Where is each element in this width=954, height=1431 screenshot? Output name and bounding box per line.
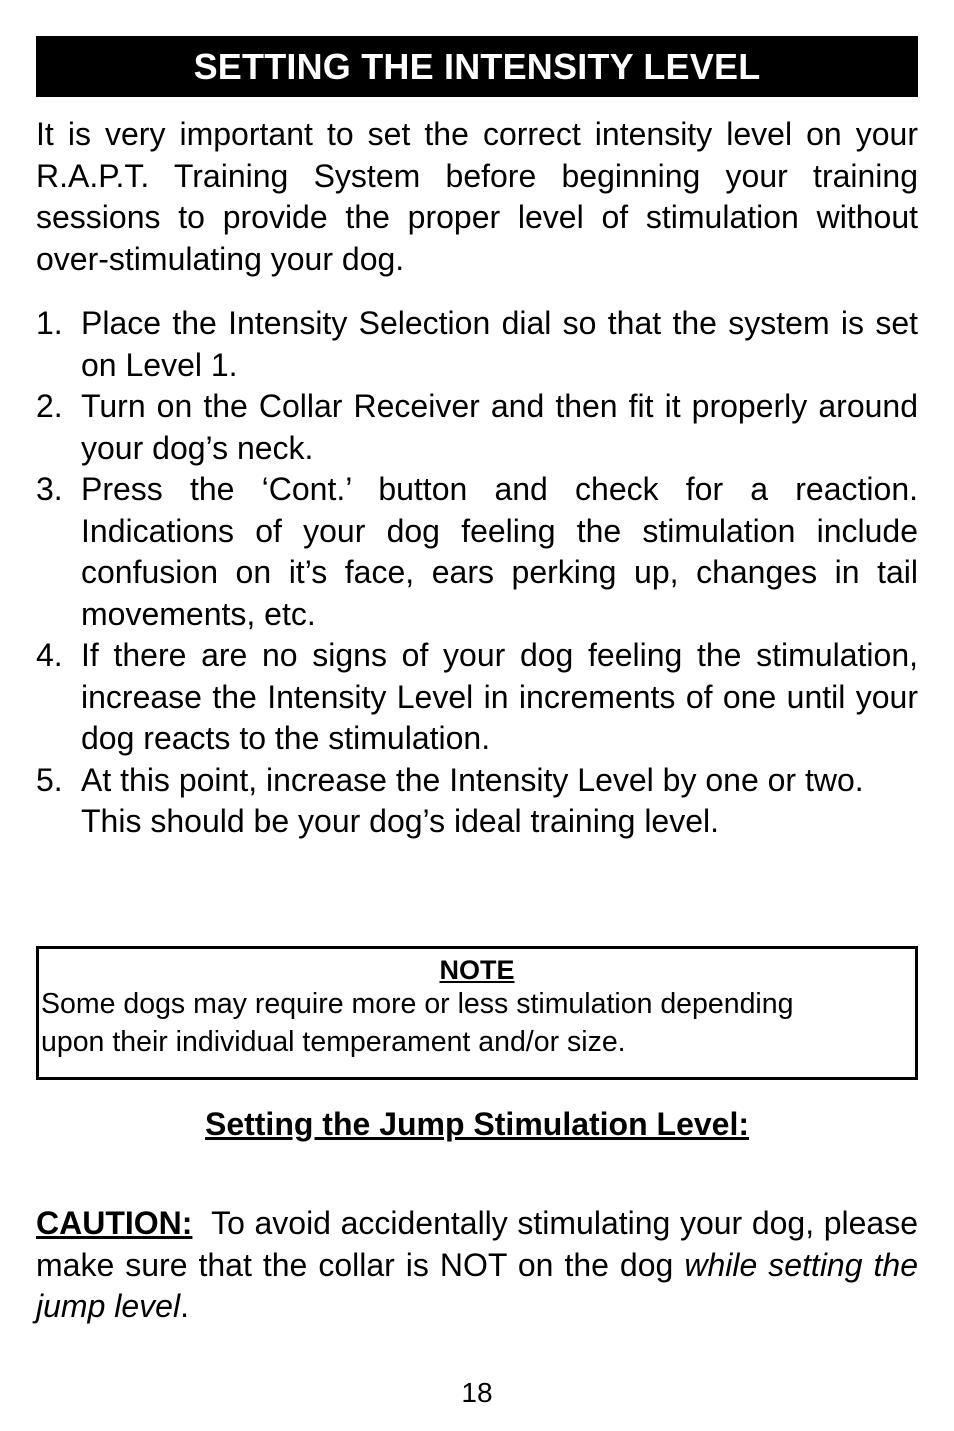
caution-paragraph bbox=[36, 1203, 927, 1328]
steps-list bbox=[36, 303, 918, 843]
section-title: SETTING THE INTENSITY LEVEL bbox=[193, 45, 761, 87]
step-number: 2. bbox=[36, 388, 63, 424]
list-item bbox=[36, 635, 918, 760]
step-text: Press the ‘Cont.’ button and check for a reaction. Indications of your dog feeling the stimulation include confusion on it’s face, ears perking up, changes in tail movements, etc. bbox=[81, 471, 918, 632]
list-item bbox=[36, 760, 918, 843]
caution-text: To avoid accidentally stimulating your dog, please make sure that the collar is NOT on the dog bbox=[36, 1205, 927, 1283]
section-title-bar bbox=[36, 36, 918, 97]
step-text: Turn on the Collar Receiver and then fit it properly around your dog’s neck. bbox=[81, 388, 918, 466]
step-text: If there are no signs of your dog feeling the stimulation, increase the Intensity Level in increments of one until your dog reacts to the stimulation. bbox=[81, 637, 918, 756]
note-box bbox=[36, 946, 918, 1080]
intro-paragraph: It is very important to set the correct intensity level on your R.A.P.T. Training System before beginning your training sessions to provide the proper level of stimulation without over-stimulating your dog. bbox=[36, 116, 918, 277]
note-title: NOTE bbox=[439, 955, 515, 985]
step-number: 1. bbox=[36, 305, 63, 341]
list-item bbox=[36, 386, 918, 469]
caution-label: CAUTION: bbox=[36, 1205, 193, 1241]
step-number: 5. bbox=[36, 761, 63, 798]
manual-page bbox=[36, 36, 927, 1408]
step-text: At this point, increase the Intensity Level by one or two. This should be your dog’s ideal training level. bbox=[81, 761, 864, 839]
jump-level-heading: Setting the Jump Stimulation Level: bbox=[204, 1106, 750, 1142]
step-number: 3. bbox=[36, 471, 63, 507]
note-line-1: Some dogs may require more or less stimulation depending bbox=[41, 988, 794, 1020]
step-number: 4. bbox=[36, 637, 63, 673]
list-item bbox=[36, 469, 918, 635]
list-item bbox=[36, 303, 918, 386]
note-line-2: upon their individual temperament and/or size. bbox=[41, 1026, 626, 1058]
page-number: 18 bbox=[461, 1377, 493, 1408]
step-text: Place the Intensity Selection dial so that the system is set on Level 1. bbox=[81, 305, 918, 383]
caution-italic-text: while setting the jump level bbox=[36, 1246, 919, 1324]
caution-end: . bbox=[180, 1288, 189, 1324]
